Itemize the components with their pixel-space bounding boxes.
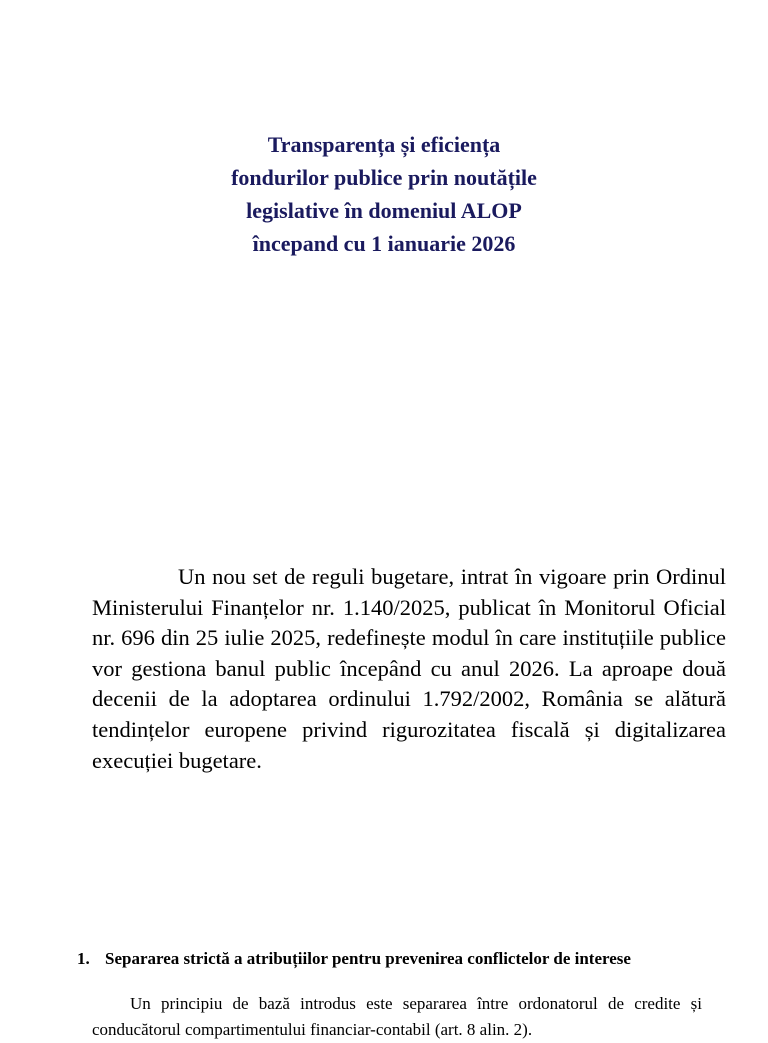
- section-paragraph: Un principiu de bază introdus este separarea între ordonatorul de credite și conducătorul compartimentului financiar-contabil (art. 8 alin. 2).: [92, 994, 702, 1039]
- section-heading: [77, 947, 631, 971]
- title-line: legislative în domeniul ALOP: [246, 198, 522, 223]
- document-title: [0, 128, 768, 260]
- title-line: începand cu 1 ianuarie 2026: [252, 231, 516, 256]
- section-heading-text: Separarea strictă a atribuțiilor pentru prevenirea conflictelor de interese: [105, 949, 631, 968]
- intro-paragraph: Un nou set de reguli bugetare, intrat în vigoare prin Ordinul Ministerului Finanțelor nr. 1.140/2025, publicat în Monitorul Oficial nr. 696 din 25 iulie 2025, redefinește modul în care instituțiile publice vor gestiona banul public începând cu anul 2026. La aproape două decenii de la adoptarea ordinului 1.792/2002, România se alătură tendințelor europene privind rigurozitatea fiscală și digitalizarea execuției bugetare.: [92, 564, 726, 773]
- title-line: fondurilor publice prin noutățile: [231, 165, 537, 190]
- section-number: 1.: [77, 949, 90, 968]
- title-line: Transparența și eficiența: [267, 132, 501, 157]
